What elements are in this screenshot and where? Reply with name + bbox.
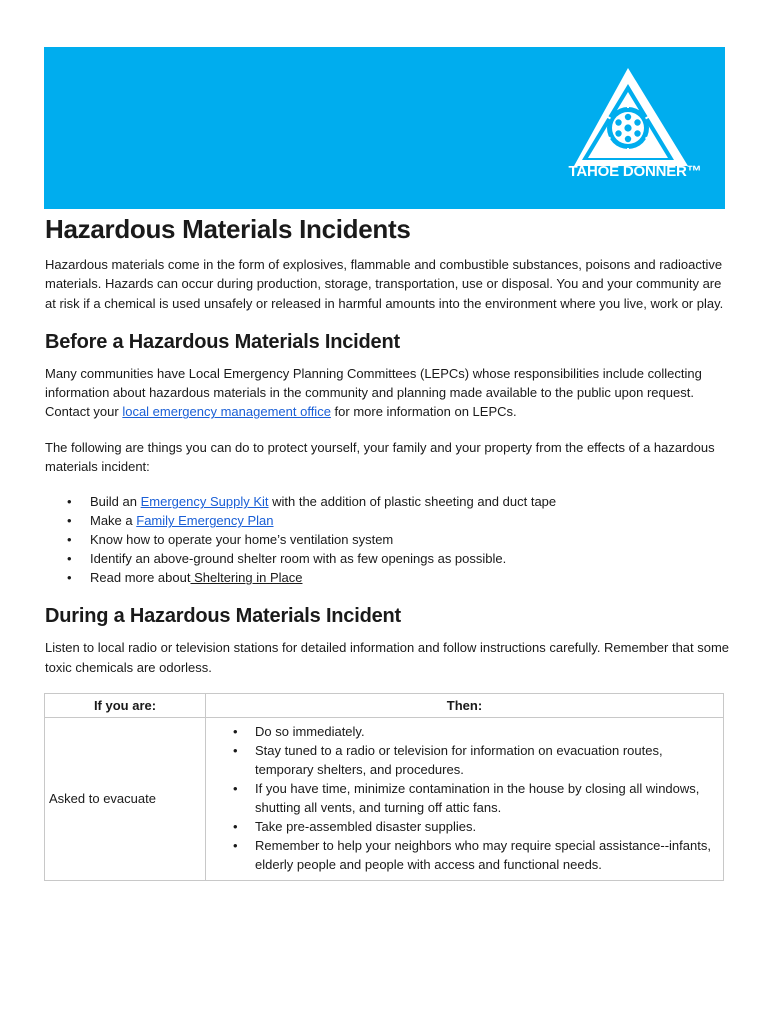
list-item — [45, 530, 735, 549]
before-heading: Before a Hazardous Materials Incident — [45, 330, 400, 353]
snowflake-triangle-logo-icon — [560, 62, 710, 202]
bullet-icon: • — [233, 780, 238, 796]
main-content — [45, 214, 735, 881]
list-item — [45, 549, 735, 568]
during-heading: During a Hazardous Materials Incident — [45, 605, 402, 628]
actions-list — [210, 722, 719, 874]
bullet-icon: • — [67, 551, 72, 567]
bullet-icon: • — [233, 837, 238, 853]
table-header-row — [45, 693, 724, 717]
family-emergency-plan-link[interactable]: Family Emergency Plan — [136, 513, 274, 529]
action-text: Remember to help your neighbors who may require special assistance--infants, elderly people and people with access and functional needs. — [255, 837, 711, 872]
item-text: Build an — [90, 494, 141, 510]
before-p1-text: Many communities have Local Emergency Planning Committees (LEPCs) whose responsibilities include collecting information about hazardous materials in the community and planning made available to the public upon request. Contact your — [45, 365, 702, 420]
table-header-actions: Then: — [206, 693, 724, 717]
list-item — [210, 817, 719, 836]
bullet-icon: • — [233, 742, 238, 758]
intro-paragraph: Hazardous materials come in the form of explosives, flammable and combustible substances, poisons and radioactive materials. Hazards can occur during production, storage, transportation, use or disposal. You and your community are at risk if a chemical is used unsafely or released in harmful amounts into the environment where you live, work or play. — [45, 257, 724, 311]
table-header-condition: If you are: — [45, 693, 206, 717]
tahoe-donner-logo — [560, 62, 710, 202]
item-text: Identify an above-ground shelter room with as few openings as possible. — [90, 551, 507, 567]
before-list — [45, 492, 735, 587]
local-emergency-office-link[interactable]: local emergency management office — [122, 404, 331, 420]
action-text: If you have time, minimize contamination in the house by closing all windows, shutting all vents, and turning off attic fans. — [255, 780, 700, 815]
bullet-icon: • — [67, 494, 72, 510]
table-row — [45, 717, 724, 880]
list-item — [210, 741, 719, 779]
item-text: Know how to operate your home’s ventilation system — [90, 532, 394, 548]
list-item — [45, 492, 735, 511]
bullet-icon: • — [233, 723, 238, 739]
before-p1-text-end: for more information on LEPCs. — [330, 404, 517, 420]
list-item — [45, 568, 735, 587]
list-item — [45, 511, 735, 530]
item-text: Read more about — [90, 570, 191, 586]
emergency-supply-kit-link[interactable]: Emergency Supply Kit — [140, 494, 269, 510]
logo-text: TAHOE DONNER™ — [568, 163, 702, 180]
page-title: Hazardous Materials Incidents — [45, 214, 411, 244]
bullet-icon: • — [67, 570, 72, 586]
list-item — [210, 836, 719, 874]
actions-cell — [206, 717, 724, 880]
during-paragraph: Listen to local radio or television stations for detailed information and follow instructions carefully. Remember that some toxic chemicals are odorless. — [45, 640, 730, 675]
list-item — [210, 722, 719, 741]
bullet-icon: • — [233, 818, 238, 834]
actions-table — [44, 693, 724, 881]
bullet-icon: • — [67, 513, 72, 529]
sheltering-in-place-link[interactable]: Sheltering in Place — [190, 570, 303, 586]
action-text: Stay tuned to a radio or television for information on evacuation routes, temporary shelters, and procedures. — [255, 742, 663, 777]
action-text: Do so immediately. — [255, 723, 365, 739]
bullet-icon: • — [67, 532, 72, 548]
list-item — [210, 779, 719, 817]
action-text: Take pre-assembled disaster supplies. — [255, 818, 477, 834]
before-paragraph-2: The following are things you can do to protect yourself, your family and your property from the effects of a hazardous materials incident: — [45, 439, 715, 475]
before-paragraph-1 — [45, 364, 735, 422]
item-text: Make a — [90, 513, 137, 529]
item-text-end: with the addition of plastic sheeting and duct tape — [268, 494, 557, 510]
condition-cell: Asked to evacuate — [45, 717, 206, 880]
